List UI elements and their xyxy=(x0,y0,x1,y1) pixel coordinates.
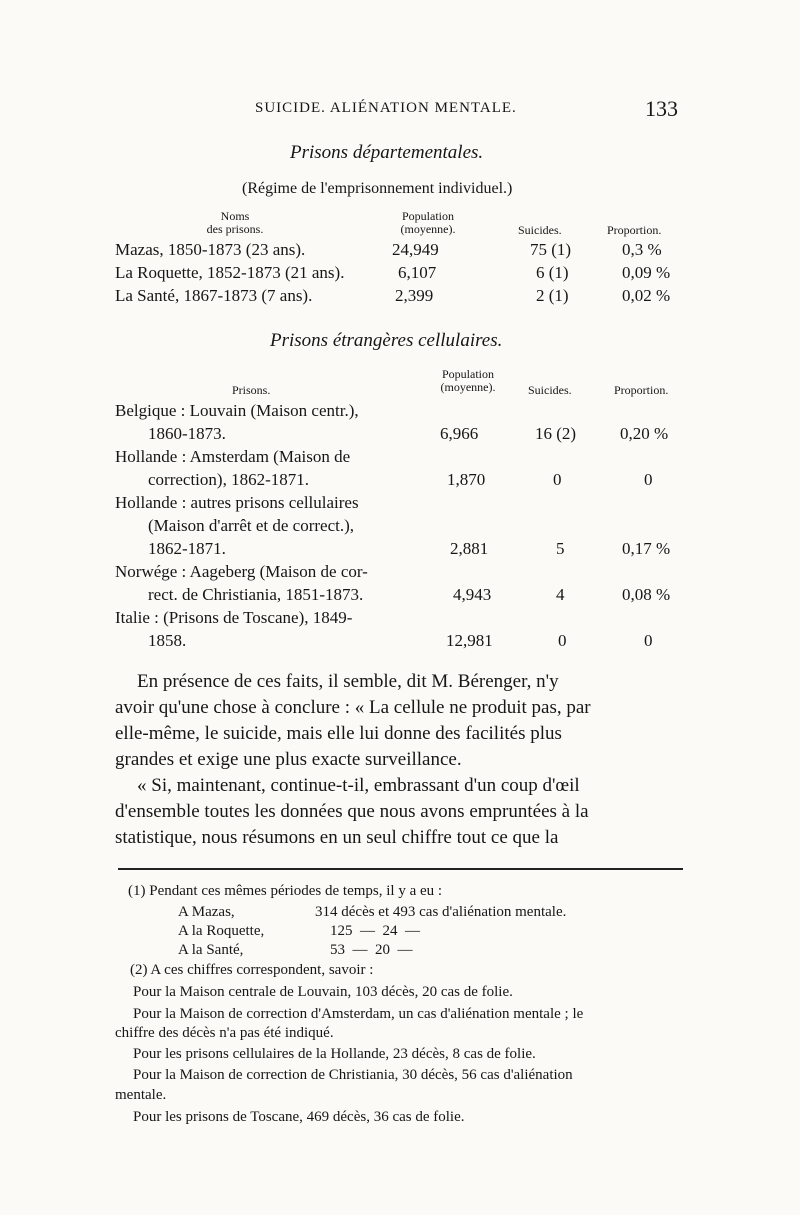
section1-title: Prisons départementales. xyxy=(290,142,484,163)
footnote-1-place: A Mazas, xyxy=(178,904,235,920)
table-row-proportion: 0,17 % xyxy=(622,539,671,558)
footnote-2-line: Pour la Maison de correction d'Amsterdam, un cas d'aliénation mentale ; le xyxy=(133,1006,584,1022)
table-row-suicides: 5 xyxy=(556,539,565,558)
table-row-suicides: 2 (1) xyxy=(536,286,569,305)
table-row-name-line: 1860-1873. xyxy=(148,424,226,443)
table-row-name-line: Norwége : Aageberg (Maison de cor- xyxy=(115,562,368,581)
table-row-proportion: 0,3 % xyxy=(622,240,662,259)
footnote-1-intro: (1) Pendant ces mêmes périodes de temps, il y a eu : xyxy=(128,883,443,899)
section1-header-suicides: Suicides. xyxy=(518,223,562,237)
table-row-suicides: 75 (1) xyxy=(530,240,572,259)
header-pop-line2: (moyenne). xyxy=(440,380,496,394)
running-header-title: SUICIDE. ALIÉNATION MENTALE. xyxy=(255,100,517,116)
table-row-name-line: correction), 1862-1871. xyxy=(148,470,309,489)
body-line: grandes et exige une plus exacte surveillance. xyxy=(115,749,462,770)
body-line: En présence de ces faits, il semble, dit M. Bérenger, n'y xyxy=(137,671,559,692)
table-row-name-line: Hollande : autres prisons cellulaires xyxy=(115,493,359,512)
table-row-suicides: 0 xyxy=(553,470,562,489)
table-row-proportion: 0,20 % xyxy=(620,424,669,443)
table-row-proportion: 0,02 % xyxy=(622,286,671,305)
table-row-population: 4,943 xyxy=(453,585,492,604)
section1-header-proportion: Proportion. xyxy=(607,223,662,237)
section2-title: Prisons étrangères cellulaires. xyxy=(270,330,503,351)
section1-header-population xyxy=(383,210,473,236)
header-pop-line1: Population xyxy=(441,367,494,381)
body-line: d'ensemble toutes les données que nous avons empruntées à la xyxy=(115,801,589,822)
header-pop-line1: Population xyxy=(401,209,454,223)
table-row-suicides: 0 xyxy=(558,631,567,650)
footnote-2-line: Pour la Maison de correction de Christiania, 30 décès, 56 cas d'aliénation xyxy=(133,1067,573,1083)
footnote-2-line: chiffre des décès n'a pas été indiqué. xyxy=(115,1025,334,1041)
footnote-2-line: Pour les prisons de Toscane, 469 décès, 36 cas de folie. xyxy=(133,1109,465,1125)
table-row-proportion: 0 xyxy=(644,631,653,650)
header-name-line1: Noms xyxy=(220,209,250,223)
table-row-name-line: Belgique : Louvain (Maison centr.), xyxy=(115,401,359,420)
footnote-2-line: Pour la Maison centrale de Louvain, 103 décès, 20 cas de folie. xyxy=(133,984,513,1000)
table-row-population: 2,881 xyxy=(450,539,489,558)
table-row-name: La Santé, 1867-1873 (7 ans). xyxy=(115,286,313,305)
section1-header-name xyxy=(190,210,280,236)
header-name-line2: des prisons. xyxy=(206,222,264,236)
footnote-divider xyxy=(118,868,683,870)
section2-header-prisons: Prisons. xyxy=(232,383,271,397)
table-row-name: La Roquette, 1852-1873 (21 ans). xyxy=(115,263,345,282)
section2-header-population xyxy=(423,368,513,394)
footnote-1-deaths: 125 — 24 — xyxy=(330,923,420,939)
page-number: 133 xyxy=(645,96,678,121)
section1-subtitle: (Régime de l'emprisonnement individuel.) xyxy=(242,180,513,197)
table-row-population: 12,981 xyxy=(446,631,493,650)
body-line: elle-même, le suicide, mais elle lui donne des facilités plus xyxy=(115,723,562,744)
section2-header-suicides: Suicides. xyxy=(528,383,572,397)
table-row-population: 1,870 xyxy=(447,470,486,489)
footnote-2-line: mentale. xyxy=(115,1087,167,1103)
body-line: avoir qu'une chose à conclure : « La cellule ne produit pas, par xyxy=(115,697,591,718)
table-row-name-line: rect. de Christiania, 1851-1873. xyxy=(148,585,364,604)
table-row-proportion: 0,08 % xyxy=(622,585,671,604)
section2-header-proportion: Proportion. xyxy=(614,383,669,397)
footnote-2-line: Pour les prisons cellulaires de la Hollande, 23 décès, 8 cas de folie. xyxy=(133,1046,536,1062)
table-row-population: 2,399 xyxy=(395,286,434,305)
header-pop-line2: (moyenne). xyxy=(400,222,456,236)
body-line: statistique, nous résumons en un seul chiffre tout ce que la xyxy=(115,827,559,848)
body-line: « Si, maintenant, continue-t-il, embrassant d'un coup d'œil xyxy=(137,775,580,796)
table-row-name: Mazas, 1850-1873 (23 ans). xyxy=(115,240,306,259)
table-row-population: 6,966 xyxy=(440,424,479,443)
table-row-name-line: Hollande : Amsterdam (Maison de xyxy=(115,447,351,466)
table-row-name-line: (Maison d'arrêt et de correct.), xyxy=(148,516,355,535)
footnote-1-place: A la Santé, xyxy=(178,942,244,958)
footnote-1-place: A la Roquette, xyxy=(178,923,265,939)
table-row-name-line: Italie : (Prisons de Toscane), 1849- xyxy=(115,608,353,627)
footnote-1-deaths: 53 — 20 — xyxy=(330,942,413,958)
footnote-2-intro: (2) A ces chiffres correspondent, savoir : xyxy=(130,962,374,978)
table-row-population: 6,107 xyxy=(398,263,437,282)
table-row-suicides: 6 (1) xyxy=(536,263,569,282)
table-row-proportion: 0 xyxy=(644,470,653,489)
footnote-1-deaths: 314 décès et 493 cas d'aliénation mentale. xyxy=(315,904,567,920)
table-row-name-line: 1862-1871. xyxy=(148,539,226,558)
table-row-population: 24,949 xyxy=(392,240,439,259)
table-row-suicides: 4 xyxy=(556,585,565,604)
table-row-suicides: 16 (2) xyxy=(535,424,577,443)
table-row-name-line: 1858. xyxy=(148,631,187,650)
table-row-proportion: 0,09 % xyxy=(622,263,671,282)
